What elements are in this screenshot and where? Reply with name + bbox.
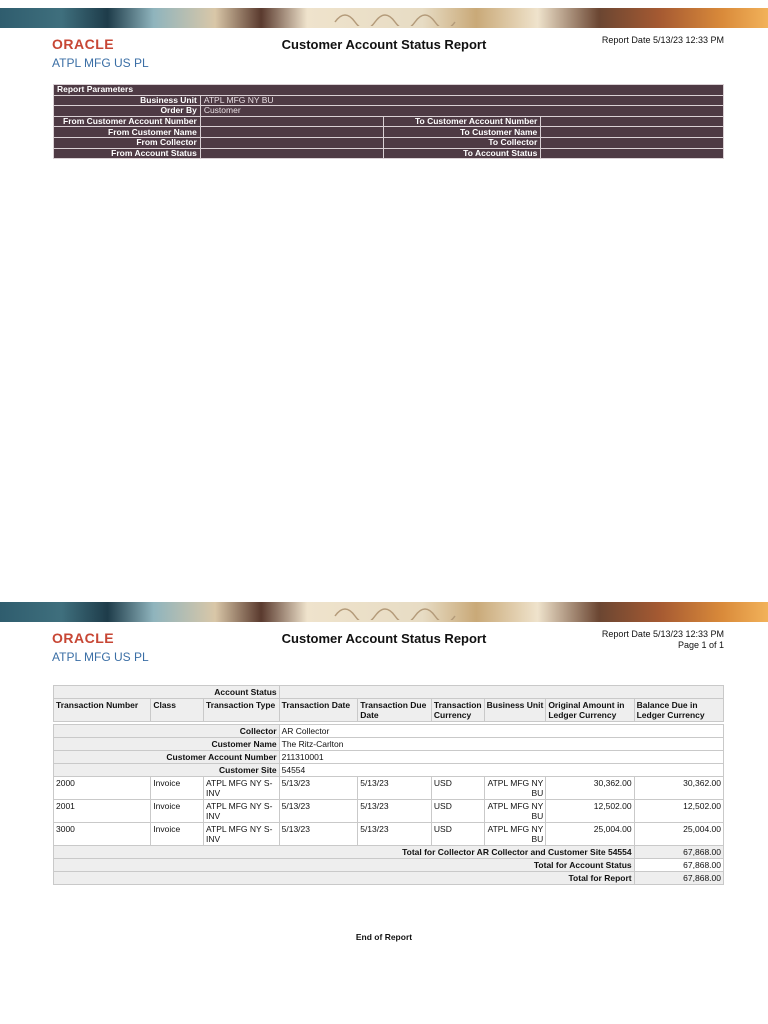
column-header: Transaction Due Date bbox=[358, 699, 432, 722]
business-unit: ATPL MFG NY BU bbox=[484, 823, 546, 846]
business-unit: ATPL MFG NY BU bbox=[484, 777, 546, 800]
param-label: From Customer Account Number bbox=[54, 116, 201, 127]
transaction-class: Invoice bbox=[151, 777, 204, 800]
header-banner bbox=[0, 602, 768, 622]
page-header bbox=[0, 622, 768, 682]
param-value bbox=[200, 148, 383, 159]
column-header: Balance Due in Ledger Currency bbox=[634, 699, 723, 722]
total-row bbox=[54, 846, 724, 859]
transaction-due-date: 5/13/23 bbox=[358, 800, 432, 823]
header-banner bbox=[0, 8, 768, 28]
transaction-currency: USD bbox=[431, 777, 484, 800]
group-label: Customer Name bbox=[54, 738, 280, 751]
transaction-type: ATPL MFG NY S-INV bbox=[203, 823, 279, 846]
swirl-decoration-icon bbox=[330, 604, 470, 620]
table-row bbox=[54, 777, 724, 800]
total-label: Total for Report bbox=[54, 872, 635, 885]
report-parameters-table bbox=[53, 84, 724, 159]
column-header: Transaction Currency bbox=[431, 699, 484, 722]
table-row bbox=[54, 800, 724, 823]
total-row bbox=[54, 872, 724, 885]
param-label: From Collector bbox=[54, 137, 201, 148]
page-header bbox=[0, 28, 768, 88]
balance-due: 25,004.00 bbox=[634, 823, 723, 846]
transaction-currency: USD bbox=[431, 800, 484, 823]
param-value bbox=[200, 116, 383, 127]
group-label: Customer Account Number bbox=[54, 751, 280, 764]
oracle-logo: ORACLE bbox=[52, 630, 115, 646]
param-value bbox=[200, 127, 383, 138]
total-row bbox=[54, 859, 724, 872]
column-header: Original Amount in Ledger Currency bbox=[546, 699, 634, 722]
balance-due: 30,362.00 bbox=[634, 777, 723, 800]
account-status-value bbox=[279, 686, 723, 699]
transaction-date: 5/13/23 bbox=[279, 800, 358, 823]
page-number: Page 1 of 1 bbox=[677, 640, 724, 650]
transaction-number: 3000 bbox=[54, 823, 151, 846]
param-label: From Account Status bbox=[54, 148, 201, 159]
report-title: Customer Account Status Report bbox=[281, 631, 487, 646]
transaction-number: 2001 bbox=[54, 800, 151, 823]
param-value bbox=[541, 127, 724, 138]
param-label: To Customer Name bbox=[383, 127, 541, 138]
original-amount: 12,502.00 bbox=[546, 800, 634, 823]
account-status-label: Account Status bbox=[54, 686, 280, 699]
transaction-date: 5/13/23 bbox=[279, 823, 358, 846]
business-unit: ATPL MFG NY BU bbox=[484, 800, 546, 823]
total-label: Total for Collector AR Collector and Customer Site 54554 bbox=[54, 846, 635, 859]
transaction-date: 5/13/23 bbox=[279, 777, 358, 800]
transaction-number: 2000 bbox=[54, 777, 151, 800]
column-header: Business Unit bbox=[484, 699, 546, 722]
param-value: Customer bbox=[200, 106, 723, 117]
param-label: From Customer Name bbox=[54, 127, 201, 138]
transaction-class: Invoice bbox=[151, 800, 204, 823]
param-label: To Collector bbox=[383, 137, 541, 148]
account-status-table bbox=[53, 685, 724, 885]
params-header: Report Parameters bbox=[54, 85, 724, 96]
transaction-type: ATPL MFG NY S-INV bbox=[203, 800, 279, 823]
transaction-class: Invoice bbox=[151, 823, 204, 846]
organization-name: ATPL MFG US PL bbox=[52, 650, 149, 664]
column-header: Transaction Date bbox=[279, 699, 358, 722]
total-value: 67,868.00 bbox=[634, 846, 723, 859]
group-label: Collector bbox=[54, 725, 280, 738]
end-of-report: End of Report bbox=[355, 932, 413, 942]
transaction-type: ATPL MFG NY S-INV bbox=[203, 777, 279, 800]
report-date: Report Date 5/13/23 12:33 PM Page 1 of 1 bbox=[601, 629, 724, 650]
report-title: Customer Account Status Report bbox=[281, 37, 487, 52]
param-label: Business Unit bbox=[54, 95, 201, 106]
total-value: 67,868.00 bbox=[634, 859, 723, 872]
group-value: 54554 bbox=[279, 764, 723, 777]
report-date: Report Date 5/13/23 12:33 PM bbox=[601, 35, 724, 45]
total-label: Total for Account Status bbox=[54, 859, 635, 872]
param-value bbox=[541, 137, 724, 148]
group-value: The Ritz-Carlton bbox=[279, 738, 723, 751]
organization-name: ATPL MFG US PL bbox=[52, 56, 149, 70]
balance-due: 12,502.00 bbox=[634, 800, 723, 823]
param-label: Order By bbox=[54, 106, 201, 117]
transaction-due-date: 5/13/23 bbox=[358, 777, 432, 800]
param-value bbox=[541, 148, 724, 159]
oracle-logo: ORACLE bbox=[52, 36, 115, 52]
column-header: Transaction Type bbox=[203, 699, 279, 722]
table-row bbox=[54, 823, 724, 846]
transaction-currency: USD bbox=[431, 823, 484, 846]
total-value: 67,868.00 bbox=[634, 872, 723, 885]
transaction-due-date: 5/13/23 bbox=[358, 823, 432, 846]
original-amount: 30,362.00 bbox=[546, 777, 634, 800]
swirl-decoration-icon bbox=[330, 10, 470, 26]
param-value bbox=[541, 116, 724, 127]
column-header: Transaction Number bbox=[54, 699, 151, 722]
param-label: To Customer Account Number bbox=[383, 116, 541, 127]
column-header: Class bbox=[151, 699, 204, 722]
param-value bbox=[200, 137, 383, 148]
param-label: To Account Status bbox=[383, 148, 541, 159]
original-amount: 25,004.00 bbox=[546, 823, 634, 846]
group-label: Customer Site bbox=[54, 764, 280, 777]
group-value: AR Collector bbox=[279, 725, 723, 738]
param-value: ATPL MFG NY BU bbox=[200, 95, 723, 106]
column-header-row bbox=[54, 699, 724, 722]
group-value: 211310001 bbox=[279, 751, 723, 764]
